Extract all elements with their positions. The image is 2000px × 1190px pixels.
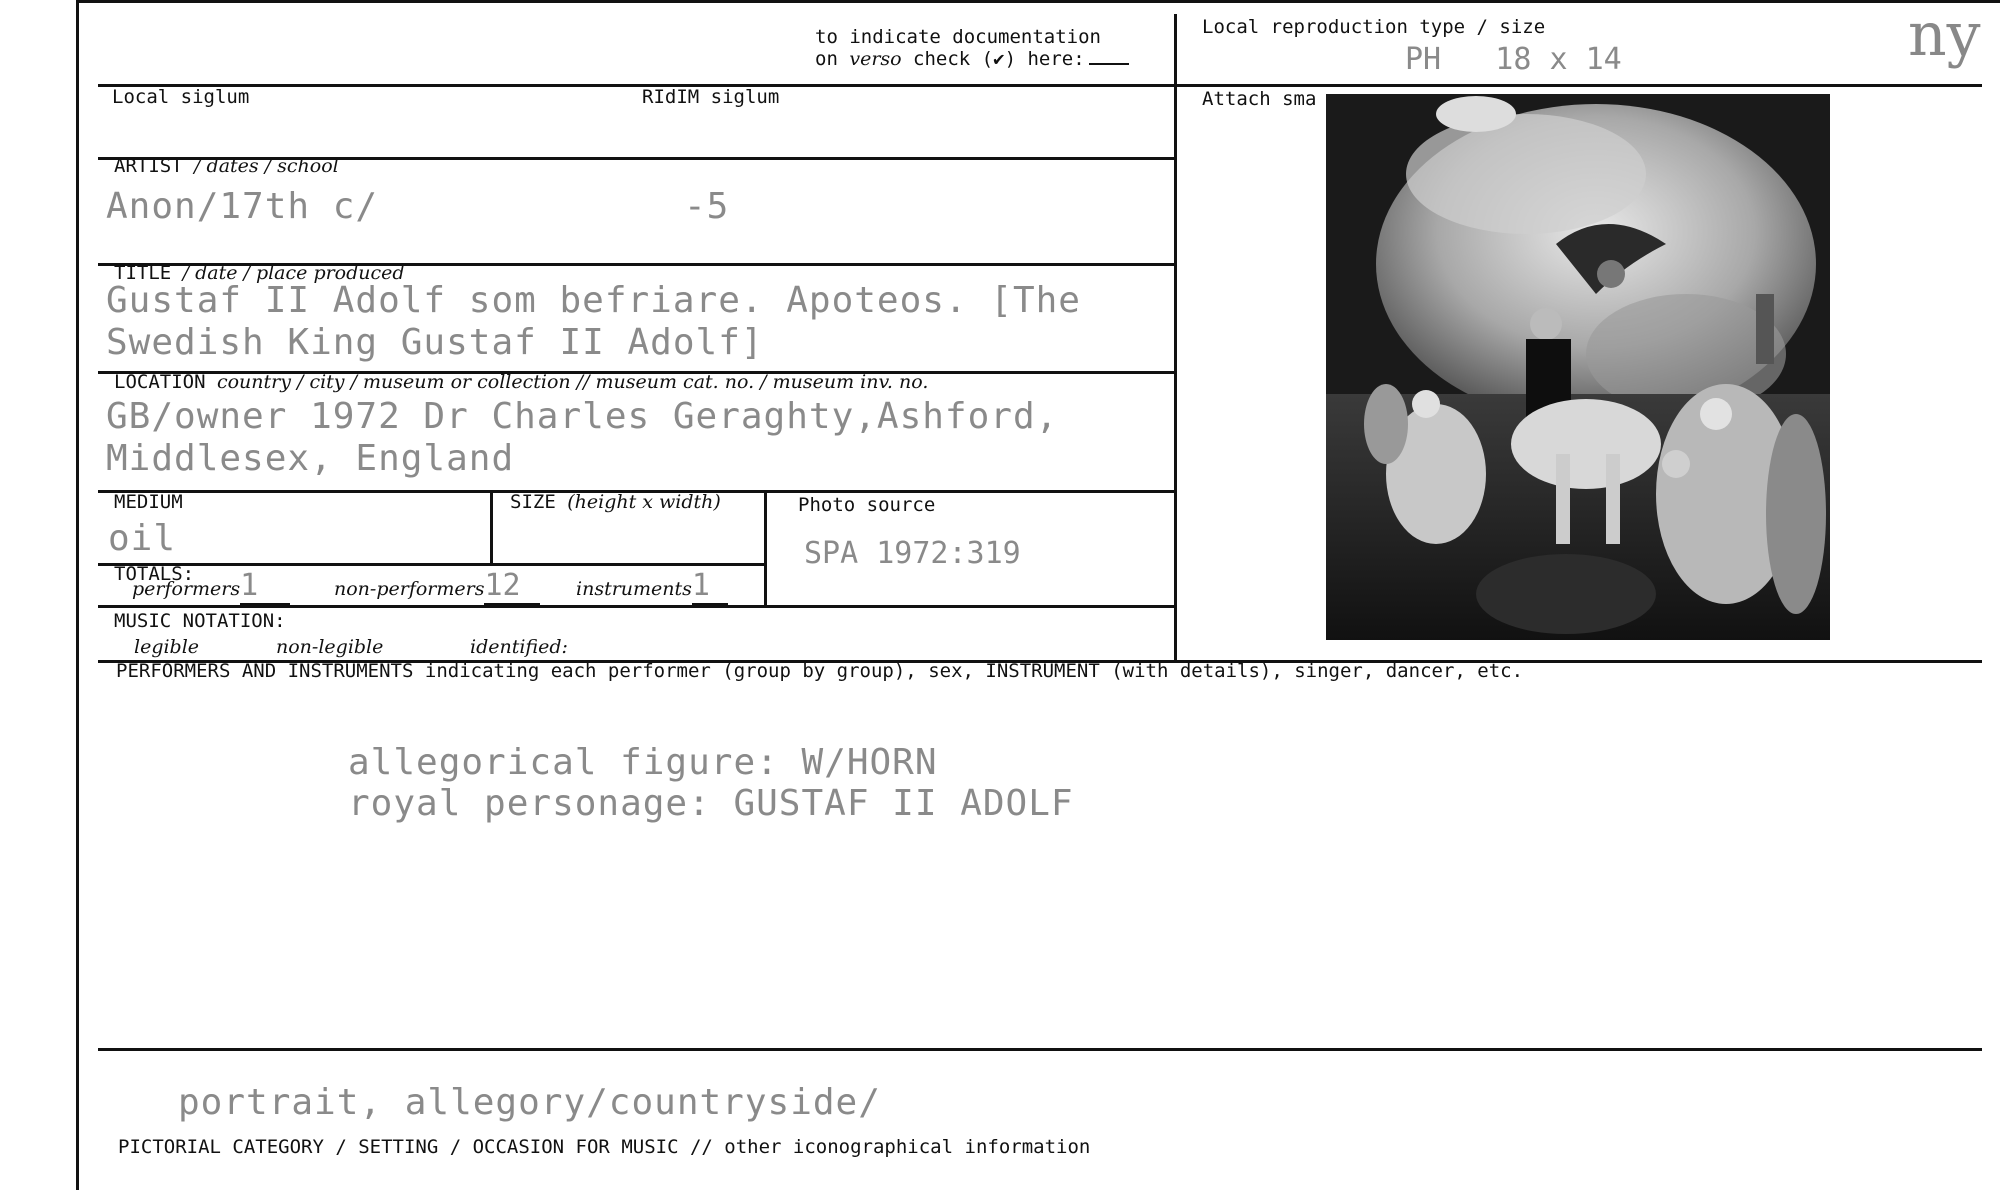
verso-word: verso bbox=[849, 48, 902, 70]
title-label-main: TITLE bbox=[114, 262, 172, 284]
performers-desc: indicating each performer (group by group), sex, INSTRUMENT (with details), singer, dancer, etc. bbox=[424, 660, 1524, 682]
performer-line-1[interactable]: allegorical figure: W/HORN bbox=[348, 742, 938, 783]
verso-on: on bbox=[815, 48, 838, 70]
pictorial-label-line bbox=[118, 1136, 1090, 1158]
medium-value[interactable]: oil bbox=[108, 518, 177, 559]
photo-source-value[interactable]: SPA 1972:319 bbox=[804, 536, 1021, 571]
notation-legible[interactable]: legible bbox=[134, 636, 200, 658]
pictorial-sub: // other iconographical information bbox=[689, 1136, 1091, 1158]
artist-label-main: ARTIST bbox=[114, 155, 183, 177]
ridim-siglum-label: RIdIM siglum bbox=[642, 86, 780, 108]
repro-label: Local reproduction type / size bbox=[1202, 16, 1546, 38]
size-label bbox=[510, 491, 721, 513]
title-value-line-1[interactable]: Gustaf II Adolf som befriare. Apoteos. [The bbox=[106, 280, 1081, 321]
totals-non-performers bbox=[334, 568, 540, 605]
line-above-pictorial bbox=[98, 1048, 1982, 1051]
performers-label: performers bbox=[132, 578, 241, 600]
location-value-line-2[interactable]: Middlesex, England bbox=[106, 438, 515, 479]
location-label-sub: country / city / museum or collection // museum cat. no. / museum inv. no. bbox=[216, 371, 929, 393]
attach-label: Attach sma bbox=[1202, 88, 1317, 110]
artist-label-sub: / dates / school bbox=[194, 155, 339, 177]
corner-handwritten-mark: ny bbox=[1908, 0, 1981, 70]
title-value-line-2[interactable]: Swedish King Gustaf II Adolf] bbox=[106, 322, 764, 363]
artist-value[interactable]: Anon/17th c/ bbox=[106, 186, 379, 227]
verso-line-1: to indicate documentation bbox=[815, 26, 1101, 48]
title-label-sub: / date / place produced bbox=[182, 262, 405, 284]
notation-label: MUSIC NOTATION: bbox=[114, 610, 286, 632]
pictorial-label: PICTORIAL CATEGORY / SETTING / OCCASION FOR MUSIC bbox=[118, 1136, 679, 1158]
line-under-medium bbox=[98, 563, 764, 566]
verso-line-2 bbox=[815, 48, 1129, 70]
artwork-photo-drawing bbox=[1326, 94, 1830, 640]
verso-here: ) here: bbox=[1004, 48, 1085, 70]
location-value-line-1[interactable]: GB/owner 1972 Dr Charles Geraghty,Ashford, bbox=[106, 396, 1059, 437]
performer-line-2[interactable]: royal personage: GUSTAF II ADOLF bbox=[348, 783, 1074, 824]
verso-blank-line[interactable] bbox=[1089, 63, 1129, 65]
notation-non-legible[interactable]: non-legible bbox=[276, 636, 384, 658]
performers-label-line bbox=[116, 660, 1523, 682]
line-under-totals bbox=[98, 605, 1174, 608]
totals-label: TOTALS: bbox=[114, 563, 195, 585]
performers-heading: PERFORMERS AND INSTRUMENTS bbox=[116, 660, 414, 682]
size-label-main: SIZE bbox=[510, 491, 556, 513]
medium-label: MEDIUM bbox=[114, 491, 183, 513]
non-performers-label: non-performers bbox=[334, 578, 485, 600]
totals-performers bbox=[132, 568, 290, 605]
photo-source-label: Photo source bbox=[798, 494, 936, 516]
center-divider bbox=[1174, 14, 1177, 660]
medium-size-divider bbox=[490, 490, 493, 565]
location-label bbox=[114, 371, 928, 393]
location-label-main: LOCATION bbox=[114, 371, 206, 393]
verso-check-text: check ( bbox=[913, 48, 994, 70]
top-border bbox=[76, 0, 2000, 3]
local-siglum-label: Local siglum bbox=[112, 86, 250, 108]
non-performers-value[interactable]: 12 bbox=[484, 568, 540, 605]
size-photo-divider bbox=[764, 490, 767, 605]
performers-value[interactable]: 1 bbox=[240, 568, 290, 605]
artwork-photo bbox=[1326, 94, 1830, 640]
line-under-header bbox=[98, 84, 1982, 87]
pictorial-value[interactable]: portrait, allegory/countryside/ bbox=[178, 1082, 881, 1123]
instruments-label: instruments bbox=[576, 578, 692, 600]
artist-extra[interactable]: -5 bbox=[684, 186, 730, 227]
totals-instruments bbox=[576, 568, 728, 605]
artist-label bbox=[114, 155, 339, 177]
left-border bbox=[76, 0, 79, 1190]
size-label-sub: (height x width) bbox=[567, 491, 721, 513]
instruments-value[interactable]: 1 bbox=[692, 568, 728, 605]
notation-identified[interactable]: identified: bbox=[470, 636, 568, 658]
check-icon: ✔ bbox=[993, 48, 1005, 70]
repro-value: PH 18 x 14 bbox=[1405, 42, 1622, 77]
